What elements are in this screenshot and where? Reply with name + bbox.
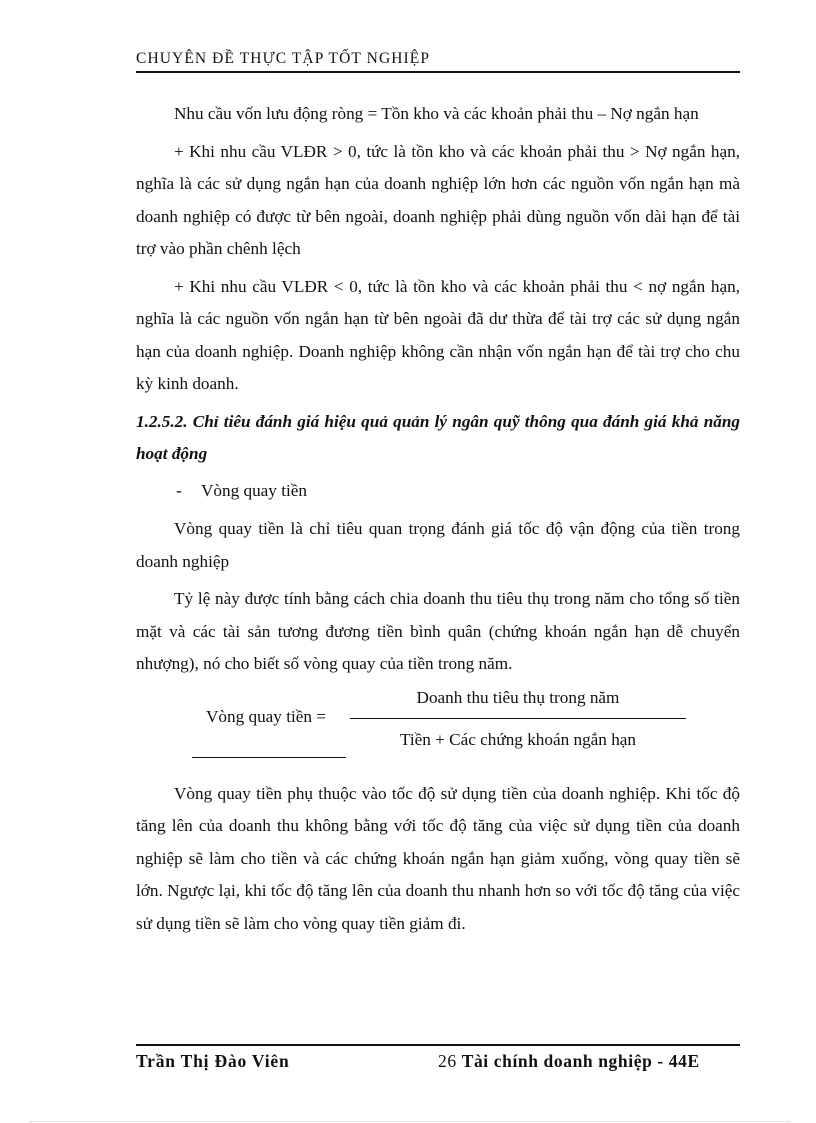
formula-lhs: Vòng quay tiền = <box>206 706 326 726</box>
footer-divider <box>136 1044 740 1046</box>
footer-author: Trần Thị Đào Viên <box>136 1051 290 1071</box>
bullet-item <box>136 475 740 508</box>
formula-underline <box>192 757 346 758</box>
formula-denominator: Tiền + Các chứng khoán ngắn hạn <box>399 729 637 749</box>
footer-department: Tài chính doanh nghiệp - 44E <box>461 1051 700 1071</box>
page-number: 26 <box>438 1051 457 1071</box>
section-heading: 1.2.5.2. Chỉ tiêu đánh giá hiệu quả quản lý ngân quỹ thông qua đánh giá khả năng hoạt động <box>136 411 740 463</box>
paragraph-turnover-dependency: Vòng quay tiền phụ thuộc vào tốc độ sử dụng tiền của doanh nghiệp. Khi tốc độ tăng lên của doanh thu không bằng với tốc độ tăng của việc sử dụng tiền của doanh nghiệp sẽ làm cho tiền và các chứng khoán ngắn hạn giảm xuống, vòng quay tiền sẽ lớn. Ngược lại, khi tốc độ tăng lên của doanh thu nhanh hơn so với tốc độ tăng của việc sử dụng tiền sẽ làm cho vòng quay tiền giảm đi. <box>136 783 740 933</box>
cash-turnover-formula <box>136 686 740 772</box>
fraction-bar <box>350 718 686 719</box>
paragraph-negative-case: + Khi nhu cầu VLĐR < 0, tức là tồn kho và các khoản phải thu < nợ ngắn hạn, nghĩa là các nguồn vốn ngắn hạn từ bên ngoài đã dư thừa để tài trợ các sử dụng ngắn hạn của doanh nghiệp. Doanh nghiệp không cần nhận vốn ngắn hạn để tài trợ cho chu kỳ kinh doanh. <box>136 276 740 393</box>
running-header-title: CHUYÊN ĐỀ THỰC TẬP TỐT NGHIỆP <box>136 50 431 67</box>
body-content <box>136 98 740 945</box>
formula-numerator: Doanh thu tiêu thụ trong năm <box>416 687 620 707</box>
bullet-dash: - <box>176 480 182 500</box>
paragraph-positive-case: + Khi nhu cầu VLĐR > 0, tức là tồn kho và các khoản phải thu > Nợ ngắn hạn, nghĩa là các sử dụng ngắn hạn của doanh nghiệp lớn hơn các nguồn vốn ngắn hạn mà doanh nghiệp có được từ bên ngoài, doanh nghiệp phải dùng nguồn vốn dài hạn để tài trợ vào phần chênh lệch <box>136 141 740 258</box>
paragraph-ratio-calculation: Tỷ lệ này được tính bằng cách chia doanh thu tiêu thụ trong năm cho tổng số tiền mặt và các tài sản tương đương tiền bình quân (chứng khoán ngắn hạn dễ chuyển nhượng), nó cho biết số vòng quay của tiền trong năm. <box>136 589 740 673</box>
paragraph-cash-turnover-definition: Vòng quay tiền là chỉ tiêu quan trọng đánh giá tốc độ vận động của tiền trong doanh nghiệp <box>136 519 740 571</box>
page-bottom-edge <box>30 1121 790 1122</box>
bullet-item-label: Vòng quay tiền <box>201 480 307 500</box>
footer-page-info <box>438 1050 700 1072</box>
paragraph-net-working-capital: Nhu cầu vốn lưu động ròng = Tồn kho và các khoản phải thu – Nợ ngắn hạn <box>174 104 699 123</box>
header-divider <box>136 71 740 73</box>
